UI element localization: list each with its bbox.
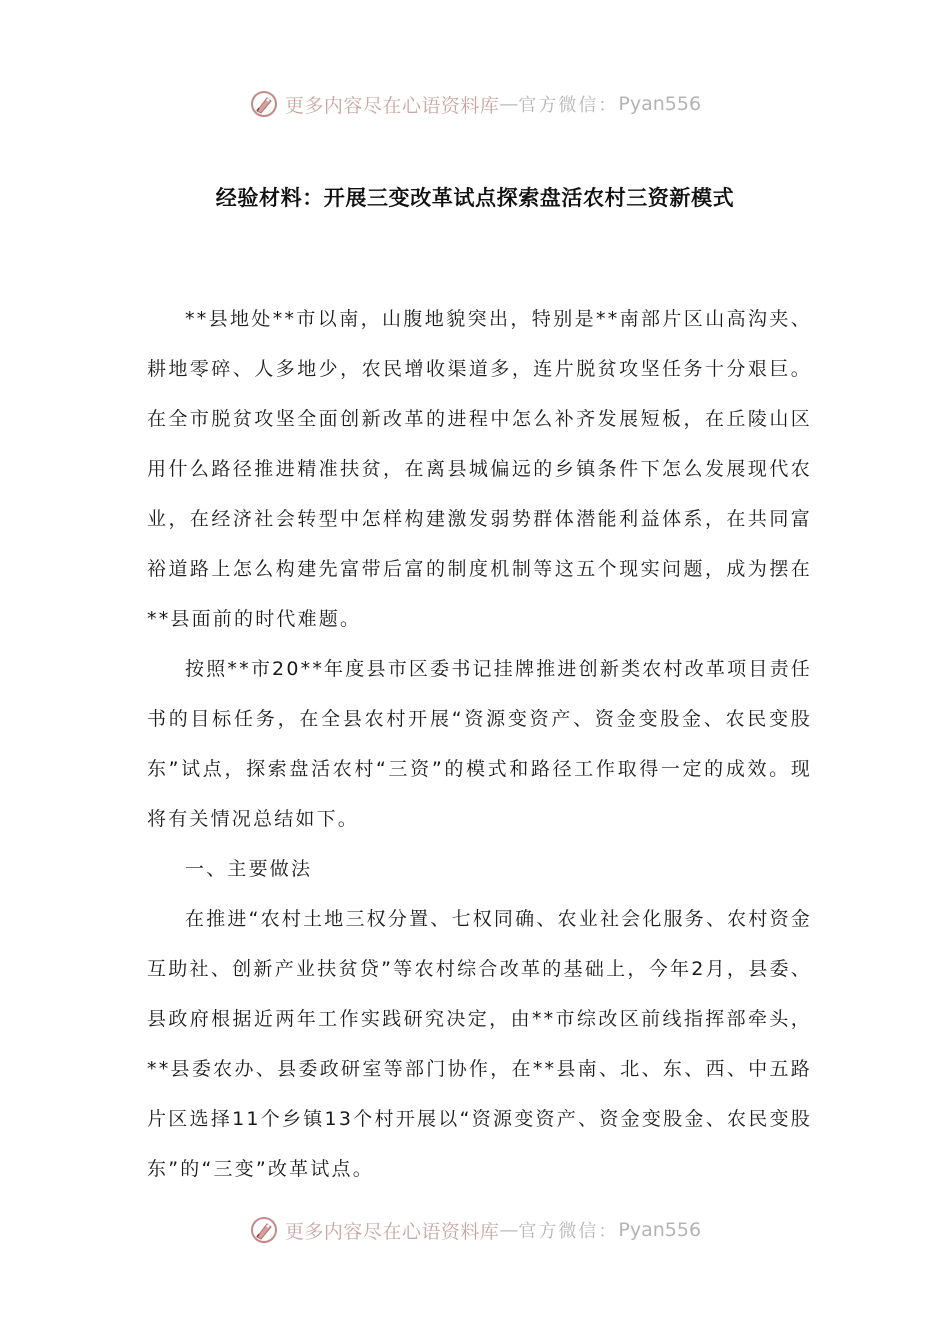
- watermark-brand: 更多内容尽在心语资料库: [284, 1220, 500, 1243]
- watermark-separator: —: [499, 93, 519, 115]
- watermark-brand: 更多内容尽在心语资料库: [284, 94, 500, 117]
- watermark-account: Pyan556: [618, 1219, 702, 1241]
- paragraph-practice: 在推进“农村土地三权分置、七权同确、农业社会化服务、农村资金互助社、创新产业扶贫贷”等农村综合改革的基础上，今年2月，县委、县政府根据近两年工作实践研究决定，由**市综改区前线指挥部牵头，**县委农办、县委政研室等部门协作，在**县南、北、东、西、中五路片区选择11个乡镇13个村开展以“资源变资产、资金变股金、农民变股东”的“三变”改革试点。: [147, 908, 812, 1180]
- watermark-separator: —: [499, 1219, 519, 1241]
- paragraph-background: 按照**市20**年度县市区委书记挂牌推进创新类农村改革项目责任书的目标任务，在全县农村开展“资源变资产、资金变股金、农民变股东”试点，探索盘活农村“三资”的模式和路径工作取得一定的成效。现将有关情况总结如下。: [147, 658, 812, 830]
- watermark-account: Pyan556: [618, 93, 702, 115]
- paragraph-intro: **县地处**市以南，山腹地貌突出，特别是**南部片区山高沟夹、耕地零碎、人多地少，农民增收渠道多，连片脱贫攻坚任务十分艰巨。在全市脱贫攻坚全面创新改革的进程中怎么补齐发展短板，在丘陵山区用什么路径推进精准扶贫，在离县城偏远的乡镇条件下怎么发展现代农业，在经济社会转型中怎样构建激发弱势群体潜能利益体系，在共同富裕道路上怎么构建先富带后富的制度机制等这五个现实问题，成为摆在**县面前的时代难题。: [147, 308, 812, 630]
- document-body: [147, 294, 812, 1194]
- section-heading: 一、主要做法: [185, 858, 313, 880]
- watermark-label: 官方微信：: [518, 95, 619, 116]
- pen-nib-icon: [249, 89, 279, 119]
- document-title: 经验材料：开展三变改革试点探索盘活农村三资新模式: [215, 186, 735, 210]
- watermark-label: 官方微信：: [518, 1221, 619, 1242]
- pen-nib-icon: [249, 1215, 279, 1245]
- watermark-header: [0, 84, 950, 124]
- watermark-footer: [0, 1210, 950, 1250]
